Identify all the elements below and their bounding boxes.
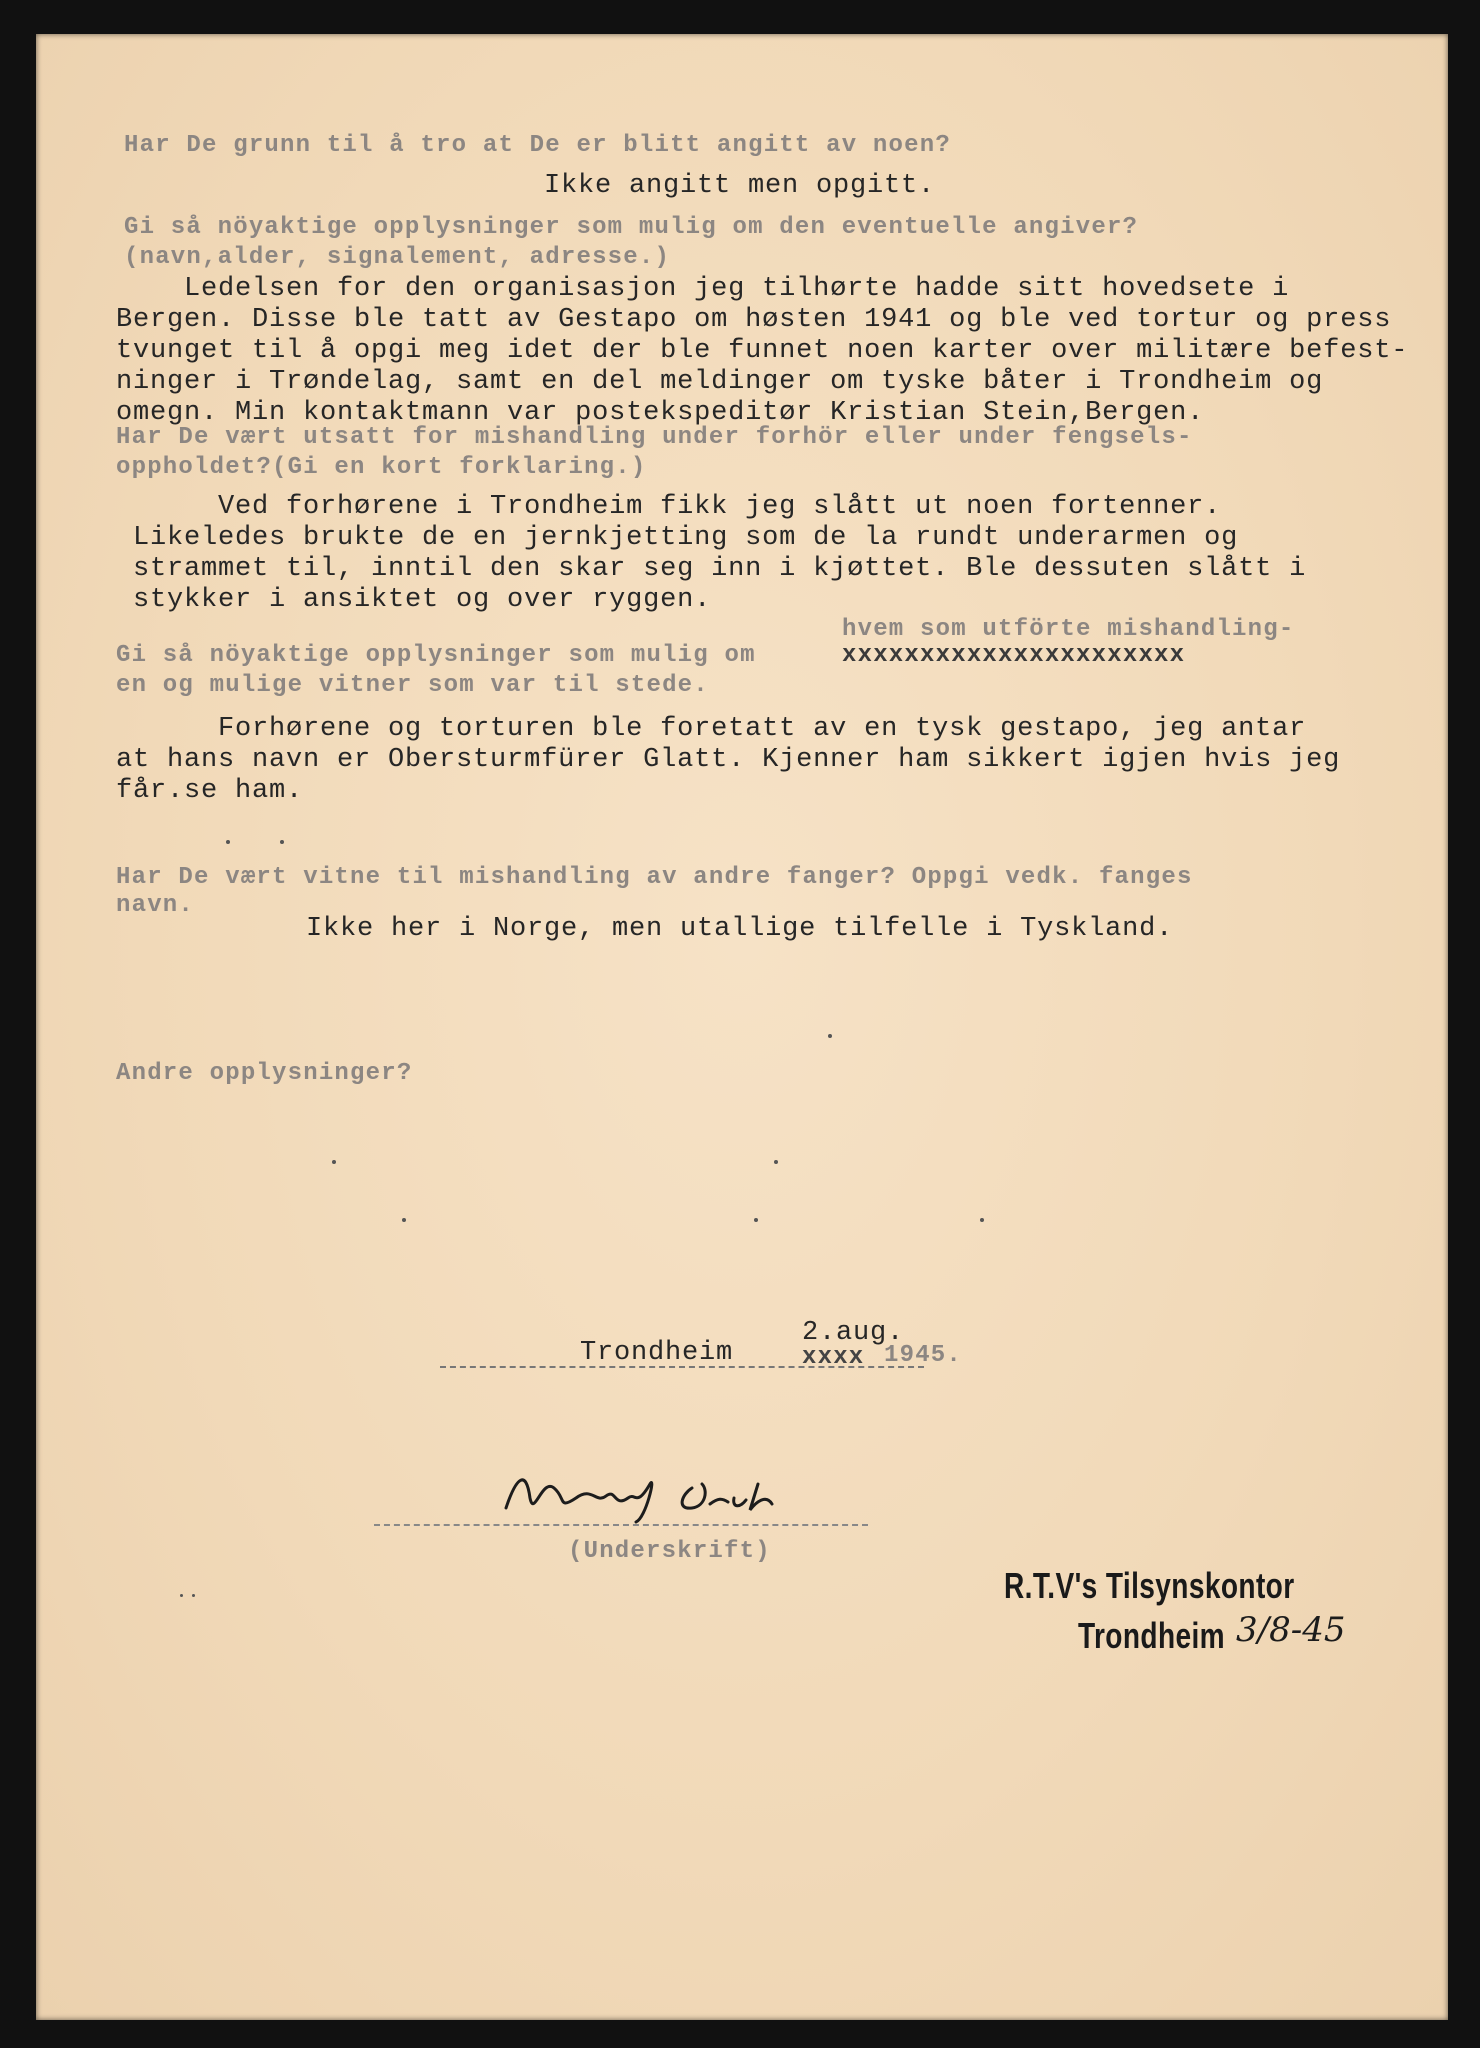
answer-3-line-1: Ved forhørene i Trondheim fikk jeg slått ut noen fortenner.	[116, 492, 1222, 522]
question-4-insert: hvem som utförte mishandling-	[842, 616, 1295, 643]
ink-speck	[226, 840, 230, 844]
answer-2-line-1: Ledelsen for den organisasjon jeg tilhørte hadde sitt hovedsete i	[116, 274, 1290, 304]
answer-1: Ikke angitt men opgitt.	[544, 171, 936, 201]
ink-speck	[402, 1218, 406, 1222]
question-3-line-1: Har De vært utsatt for mishandling under forhör eller under fengsels-	[116, 424, 1193, 451]
ink-speck	[180, 1594, 183, 1597]
answer-4-line-3: får.se ham.	[116, 776, 304, 806]
question-4-struck: xxxxxxxxxxxxxxxxxxxxxx	[842, 642, 1186, 669]
ink-speck	[332, 1160, 336, 1164]
answer-2-line-5: omegn. Min kontaktmann var postekspeditør Kristian Stein,Bergen.	[116, 398, 1205, 428]
stamp-line-1: R.T.V's Tilsynskontor	[1004, 1565, 1295, 1606]
answer-3-line-3: strammet til, inntil den skar seg inn i kjøttet. Ble dessuten slått i	[116, 554, 1307, 584]
question-3-line-2: oppholdet?(Gi en kort forklaring.)	[116, 454, 647, 481]
year: 1945.	[884, 1342, 963, 1369]
answer-2-line-3: tvunget til å opgi meg idet der ble funnet noen karter over militære befest-	[116, 336, 1409, 366]
ink-speck	[192, 1594, 195, 1597]
question-1: Har De grunn til å tro at De er blitt angitt av noen?	[124, 132, 951, 159]
signature-rule	[374, 1524, 868, 1526]
place: Trondheim	[580, 1338, 734, 1368]
ink-speck	[980, 1218, 984, 1222]
stamp-line-2: Trondheim	[1078, 1615, 1226, 1656]
question-2-line-2: (navn,alder, signalement, adresse.)	[124, 244, 671, 271]
answer-5: Ikke her i Norge, men utallige tilfelle i Tyskland.	[306, 914, 1174, 944]
ink-speck	[280, 840, 284, 844]
answer-4-line-1: Forhørene og torturen ble foretatt av en tysk gestapo, jeg antar	[116, 714, 1307, 744]
ink-speck	[754, 1218, 758, 1222]
answer-3-line-2: Likeledes brukte de en jernkjetting som de la rundt underarmen og	[116, 523, 1239, 553]
date-insert: 2.aug.	[802, 1318, 905, 1348]
question-5-line-1: Har De vært vitne til mishandling av andre fanger? Oppgi vedk. fanges	[116, 864, 1193, 891]
signature-label: (Underskrift)	[568, 1538, 771, 1565]
signature	[496, 1458, 896, 1538]
answer-2-line-4: ninger i Trøndelag, samt en del meldinger om tyske båter i Trondheim og	[116, 367, 1324, 397]
ink-speck	[774, 1160, 778, 1164]
answer-2-line-2: Bergen. Disse ble tatt av Gestapo om høsten 1941 og ble ved tortur og press	[116, 305, 1392, 335]
question-6: Andre opplysninger?	[116, 1060, 413, 1087]
document-page	[36, 34, 1448, 2020]
question-5-line-2: navn.	[116, 892, 195, 919]
answer-4-line-2: at hans navn er Obersturmfürer Glatt. Kjenner ham sikkert igjen hvis jeg	[116, 745, 1341, 775]
ink-speck	[828, 1034, 832, 1038]
date-struck: xxxx	[802, 1344, 865, 1371]
question-2-line-1: Gi så nöyaktige opplysninger som mulig om den eventuelle angiver?	[124, 214, 1139, 241]
answer-3-line-4: stykker i ansiktet og over ryggen.	[116, 585, 712, 615]
question-4-line-2: en og mulige vitner som var til stede.	[116, 672, 709, 699]
question-4-line-1: Gi så nöyaktige opplysninger som mulig om	[116, 642, 756, 669]
stamp-date: 3/8-45	[1236, 1610, 1346, 1650]
